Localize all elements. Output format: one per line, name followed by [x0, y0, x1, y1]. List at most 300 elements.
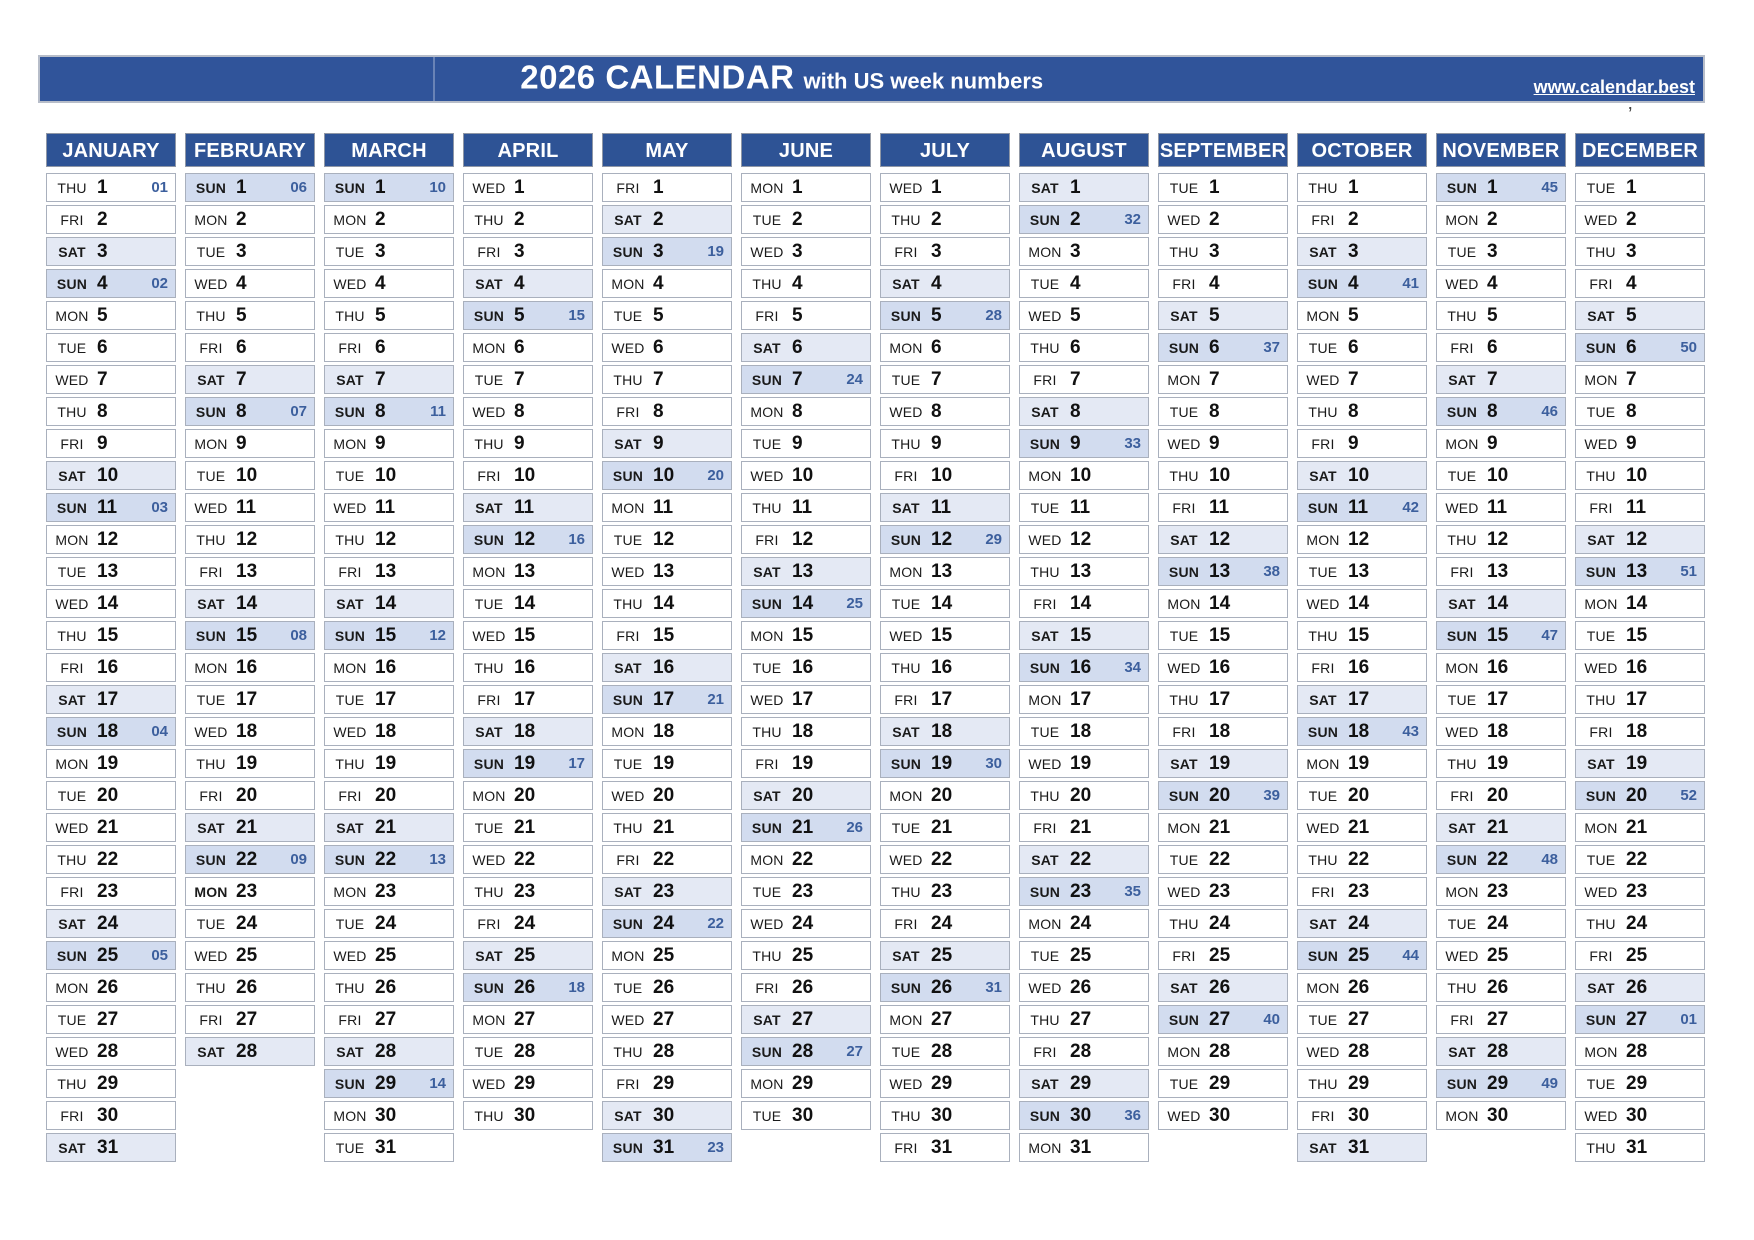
dow-label: FRI: [616, 627, 640, 644]
day-row: [1436, 621, 1566, 650]
day-number: 28: [1070, 1040, 1092, 1062]
dow-label: TUE: [57, 787, 87, 804]
week-number: 45: [1541, 179, 1558, 196]
day-row: [1019, 429, 1149, 458]
day-number: 2: [1070, 208, 1081, 230]
dow-label: SAT: [1587, 307, 1615, 324]
day-number: 16: [514, 656, 536, 678]
day-number: 10: [514, 464, 536, 486]
day-number: 8: [97, 400, 108, 422]
day-row: [1019, 653, 1149, 682]
dow-label: THU: [1447, 979, 1477, 996]
day-row: [463, 749, 593, 778]
day-number: 14: [375, 592, 397, 614]
dow-label: SAT: [892, 723, 920, 740]
day-row: [1019, 301, 1149, 330]
day-row: [1575, 429, 1705, 458]
day-number: 23: [97, 880, 119, 902]
dow-label: FRI: [616, 179, 640, 196]
day-number: 9: [1626, 432, 1637, 454]
day-number: 23: [653, 880, 675, 902]
day-number: 28: [653, 1040, 675, 1062]
day-number: 4: [1487, 272, 1498, 294]
dow-label: SAT: [197, 371, 225, 388]
dow-label: SUN: [1446, 179, 1478, 196]
day-number: 23: [1070, 880, 1092, 902]
day-number: 17: [1070, 688, 1092, 710]
day-row: [1297, 589, 1427, 618]
day-row: [1019, 333, 1149, 362]
day-number: 30: [514, 1104, 536, 1126]
day-row: [880, 1005, 1010, 1034]
week-number: 25: [846, 595, 863, 612]
dow-label: TUE: [474, 371, 504, 388]
day-number: 4: [1626, 272, 1637, 294]
dow-label: MON: [750, 851, 784, 868]
dow-label: SUN: [473, 979, 505, 996]
day-number: 27: [97, 1008, 119, 1030]
day-row: [1575, 845, 1705, 874]
day-number: 13: [653, 560, 675, 582]
day-row: [1158, 589, 1288, 618]
dow-label: SAT: [58, 691, 86, 708]
dow-label: WED: [1306, 371, 1340, 388]
day-number: 17: [375, 688, 397, 710]
dow-label: FRI: [1172, 499, 1196, 516]
day-number: 28: [1487, 1040, 1509, 1062]
day-row: [1158, 461, 1288, 490]
day-number: 4: [514, 272, 525, 294]
day-number: 18: [1070, 720, 1092, 742]
day-row: [185, 525, 315, 554]
day-number: 20: [97, 784, 119, 806]
day-row: [463, 813, 593, 842]
day-number: 5: [1209, 304, 1220, 326]
month-column: [185, 133, 315, 1162]
week-number: 39: [1263, 787, 1280, 804]
day-row: [602, 877, 732, 906]
day-number: 2: [1209, 208, 1220, 230]
day-row: [185, 1037, 315, 1066]
day-number: 13: [514, 560, 536, 582]
month-column: [1297, 133, 1427, 1162]
day-number: 20: [792, 784, 814, 806]
day-row: [741, 1005, 871, 1034]
dow-label: MON: [1584, 371, 1618, 388]
dow-label: SAT: [1309, 915, 1337, 932]
day-number: 5: [97, 304, 108, 326]
day-row: [185, 909, 315, 938]
dow-label: SAT: [892, 275, 920, 292]
month-column: [1019, 133, 1149, 1162]
day-number: 26: [1348, 976, 1370, 998]
dow-label: THU: [1586, 467, 1616, 484]
day-number: 24: [514, 912, 536, 934]
day-number: 8: [931, 400, 942, 422]
dow-label: SAT: [58, 915, 86, 932]
day-number: 8: [236, 400, 247, 422]
dow-label: SUN: [473, 307, 505, 324]
dow-label: WED: [55, 819, 89, 836]
day-number: 21: [514, 816, 536, 838]
dow-label: SAT: [753, 1011, 781, 1028]
day-row: [1297, 301, 1427, 330]
day-row: [1575, 941, 1705, 970]
day-row: [185, 333, 315, 362]
day-number: 11: [1348, 496, 1369, 518]
day-number: 28: [1348, 1040, 1370, 1062]
day-row: [463, 973, 593, 1002]
day-row: [1575, 1101, 1705, 1130]
dow-label: TUE: [891, 819, 921, 836]
day-row: [1575, 1005, 1705, 1034]
dow-label: TUE: [1030, 499, 1060, 516]
dow-label: THU: [1030, 563, 1060, 580]
dow-label: SAT: [336, 1043, 364, 1060]
day-number: 22: [97, 848, 119, 870]
week-number: 38: [1263, 563, 1280, 580]
dow-label: SUN: [612, 467, 644, 484]
day-row: [1575, 397, 1705, 426]
day-row: [324, 1069, 454, 1098]
dow-label: TUE: [1447, 243, 1477, 260]
day-number: 20: [653, 784, 675, 806]
dow-label: THU: [613, 1043, 643, 1060]
day-row: [324, 557, 454, 586]
day-number: 8: [375, 400, 386, 422]
week-number: 04: [151, 723, 168, 740]
day-row: [46, 365, 176, 394]
day-number: 29: [1209, 1072, 1231, 1094]
day-number: 12: [1487, 528, 1509, 550]
dow-label: WED: [750, 691, 784, 708]
dow-label: WED: [1584, 1107, 1618, 1124]
day-row: [1019, 589, 1149, 618]
day-number: 7: [514, 368, 525, 390]
week-number: 51: [1680, 563, 1697, 580]
day-number: 25: [653, 944, 675, 966]
day-row: [1158, 973, 1288, 1002]
day-number: 13: [1348, 560, 1370, 582]
day-row: [741, 237, 871, 266]
week-number: 15: [568, 307, 585, 324]
day-row: [1158, 205, 1288, 234]
month-column: [1158, 133, 1288, 1162]
week-number: 21: [707, 691, 724, 708]
dow-label: TUE: [752, 659, 782, 676]
day-row: [1436, 205, 1566, 234]
dow-label: WED: [1167, 659, 1201, 676]
day-row: [46, 1005, 176, 1034]
day-number: 28: [931, 1040, 953, 1062]
month-header: MARCH: [324, 133, 454, 167]
day-row: [1297, 845, 1427, 874]
dow-label: SAT: [1587, 755, 1615, 772]
month-column: [880, 133, 1010, 1162]
dow-label: THU: [57, 851, 87, 868]
day-row: [46, 845, 176, 874]
day-row: [324, 301, 454, 330]
week-number: 09: [290, 851, 307, 868]
day-row: [463, 909, 593, 938]
day-number: 14: [236, 592, 258, 614]
day-number: 1: [236, 176, 247, 198]
day-row: [185, 749, 315, 778]
day-row: [324, 365, 454, 394]
day-row: [324, 973, 454, 1002]
day-number: 12: [514, 528, 536, 550]
dow-label: FRI: [1450, 787, 1474, 804]
day-number: 21: [1626, 816, 1648, 838]
dow-label: FRI: [338, 787, 362, 804]
day-number: 12: [931, 528, 953, 550]
dow-label: SUN: [1585, 787, 1617, 804]
dow-label: TUE: [1586, 851, 1616, 868]
dow-label: TUE: [57, 563, 87, 580]
dow-label: THU: [474, 659, 504, 676]
dow-label: TUE: [196, 915, 226, 932]
day-number: 28: [375, 1040, 397, 1062]
dow-label: FRI: [1450, 563, 1474, 580]
day-row: [741, 205, 871, 234]
day-number: 17: [792, 688, 814, 710]
month-header: APRIL: [463, 133, 593, 167]
week-number: 34: [1124, 659, 1141, 676]
dow-label: FRI: [199, 563, 223, 580]
day-number: 27: [1209, 1008, 1231, 1030]
day-row: [324, 461, 454, 490]
day-row: [46, 685, 176, 714]
dow-label: FRI: [60, 883, 84, 900]
dow-label: THU: [1308, 403, 1338, 420]
day-number: 31: [97, 1136, 119, 1158]
day-number: 6: [1348, 336, 1359, 358]
day-row: [324, 877, 454, 906]
day-number: 16: [1626, 656, 1648, 678]
day-number: 26: [514, 976, 536, 998]
week-number: 44: [1402, 947, 1419, 964]
dow-label: MON: [333, 211, 367, 228]
day-row: [1436, 781, 1566, 810]
dow-label: SUN: [1585, 1011, 1617, 1028]
day-row: [185, 461, 315, 490]
dow-label: SAT: [1587, 531, 1615, 548]
dow-label: FRI: [60, 211, 84, 228]
day-row: [880, 237, 1010, 266]
day-number: 10: [1626, 464, 1648, 486]
day-row: [880, 621, 1010, 650]
day-number: 15: [1626, 624, 1648, 646]
week-number: 42: [1402, 499, 1419, 516]
day-number: 1: [653, 176, 664, 198]
day-row: [741, 1037, 871, 1066]
dow-label: MON: [611, 275, 645, 292]
month-header: SEPTEMBER: [1158, 133, 1288, 167]
day-row: [1436, 1101, 1566, 1130]
day-row: [463, 205, 593, 234]
week-number: 30: [985, 755, 1002, 772]
day-row: [1575, 461, 1705, 490]
week-number: 49: [1541, 1075, 1558, 1092]
day-number: 6: [792, 336, 803, 358]
dow-label: MON: [1584, 819, 1618, 836]
day-number: 9: [792, 432, 803, 454]
dow-label: TUE: [335, 243, 365, 260]
day-row: [324, 1133, 454, 1162]
dow-label: TUE: [891, 371, 921, 388]
day-row: [185, 429, 315, 458]
dow-label: SUN: [1307, 947, 1339, 964]
day-row: [1297, 365, 1427, 394]
day-row: [1019, 365, 1149, 394]
dow-label: SUN: [1168, 339, 1200, 356]
day-row: [741, 301, 871, 330]
site-link[interactable]: www.calendar.best: [1533, 77, 1695, 97]
day-number: 6: [1209, 336, 1220, 358]
day-number: 31: [1070, 1136, 1092, 1158]
day-number: 24: [1487, 912, 1509, 934]
dow-label: THU: [613, 371, 643, 388]
day-number: 16: [1487, 656, 1509, 678]
day-number: 29: [653, 1072, 675, 1094]
day-row: [46, 973, 176, 1002]
dow-label: MON: [889, 339, 923, 356]
day-number: 21: [375, 816, 397, 838]
day-number: 4: [375, 272, 386, 294]
day-number: 16: [931, 656, 953, 678]
day-number: 25: [1209, 944, 1231, 966]
dow-label: WED: [1167, 435, 1201, 452]
day-row: [1158, 749, 1288, 778]
dow-label: SUN: [1029, 211, 1061, 228]
dow-label: FRI: [199, 787, 223, 804]
dow-label: WED: [472, 1075, 506, 1092]
day-row: [602, 941, 732, 970]
day-row: [1575, 717, 1705, 746]
day-row: [463, 781, 593, 810]
day-row: [324, 397, 454, 426]
day-row: [1436, 269, 1566, 298]
day-row: [324, 269, 454, 298]
day-row: [1297, 717, 1427, 746]
dow-label: SUN: [1029, 659, 1061, 676]
dow-label: TUE: [1030, 947, 1060, 964]
dow-label: SUN: [1585, 563, 1617, 580]
dow-label: TUE: [1586, 627, 1616, 644]
day-number: 23: [236, 880, 258, 902]
day-row: [602, 557, 732, 586]
day-row: [324, 653, 454, 682]
day-row: [602, 397, 732, 426]
day-row: [185, 941, 315, 970]
dow-label: FRI: [199, 339, 223, 356]
day-row: [741, 429, 871, 458]
dow-label: WED: [55, 1043, 89, 1060]
day-row: [1158, 557, 1288, 586]
day-row: [880, 493, 1010, 522]
day-number: 4: [1070, 272, 1081, 294]
dow-label: WED: [611, 563, 645, 580]
day-row: [1297, 1037, 1427, 1066]
day-number: 24: [931, 912, 953, 934]
day-row: [880, 589, 1010, 618]
dow-label: SAT: [197, 819, 225, 836]
day-row: [324, 589, 454, 618]
day-number: 26: [1626, 976, 1648, 998]
dow-label: SAT: [336, 371, 364, 388]
day-row: [463, 717, 593, 746]
dow-label: FRI: [755, 979, 779, 996]
day-row: [1019, 749, 1149, 778]
day-row: [880, 205, 1010, 234]
dow-label: TUE: [752, 435, 782, 452]
day-number: 2: [236, 208, 247, 230]
dow-label: TUE: [1308, 339, 1338, 356]
month-header: FEBRUARY: [185, 133, 315, 167]
dow-label: SAT: [892, 499, 920, 516]
day-number: 13: [1070, 560, 1092, 582]
dow-label: THU: [752, 723, 782, 740]
day-row: [1436, 301, 1566, 330]
dow-label: FRI: [1589, 947, 1613, 964]
dow-label: THU: [1586, 915, 1616, 932]
dow-label: SUN: [1168, 1011, 1200, 1028]
day-row: [602, 909, 732, 938]
dow-label: MON: [1445, 659, 1479, 676]
day-number: 12: [236, 528, 258, 550]
day-number: 13: [1209, 560, 1231, 582]
dow-label: FRI: [1589, 723, 1613, 740]
day-row: [1158, 621, 1288, 650]
dow-label: SUN: [612, 1139, 644, 1156]
day-row: [1019, 237, 1149, 266]
day-row: [185, 1005, 315, 1034]
day-row: [1436, 653, 1566, 682]
dow-label: THU: [1169, 691, 1199, 708]
day-number: 12: [1626, 528, 1648, 550]
week-number: 01: [1680, 1011, 1697, 1028]
dow-label: THU: [196, 979, 226, 996]
day-number: 29: [1626, 1072, 1648, 1094]
day-row: [1436, 1037, 1566, 1066]
day-row: [324, 205, 454, 234]
dow-label: SAT: [1170, 531, 1198, 548]
day-row: [1297, 333, 1427, 362]
day-number: 2: [1626, 208, 1637, 230]
dow-label: SAT: [336, 595, 364, 612]
day-row: [463, 941, 593, 970]
day-row: [1436, 237, 1566, 266]
dow-label: MON: [750, 627, 784, 644]
day-number: 8: [792, 400, 803, 422]
dow-label: FRI: [894, 243, 918, 260]
dow-label: TUE: [613, 979, 643, 996]
day-row: [1158, 173, 1288, 202]
stray-mark: ’: [1628, 104, 1633, 126]
day-number: 3: [236, 240, 247, 262]
day-number: 23: [1209, 880, 1231, 902]
day-number: 19: [236, 752, 258, 774]
day-number: 17: [514, 688, 536, 710]
day-number: 19: [1070, 752, 1092, 774]
month-header: JANUARY: [46, 133, 176, 167]
day-number: 27: [1487, 1008, 1509, 1030]
dow-label: SAT: [58, 467, 86, 484]
day-row: [1436, 877, 1566, 906]
page-title-subtitle: with US week numbers: [803, 68, 1044, 94]
day-row: [741, 1069, 871, 1098]
day-row: [602, 269, 732, 298]
